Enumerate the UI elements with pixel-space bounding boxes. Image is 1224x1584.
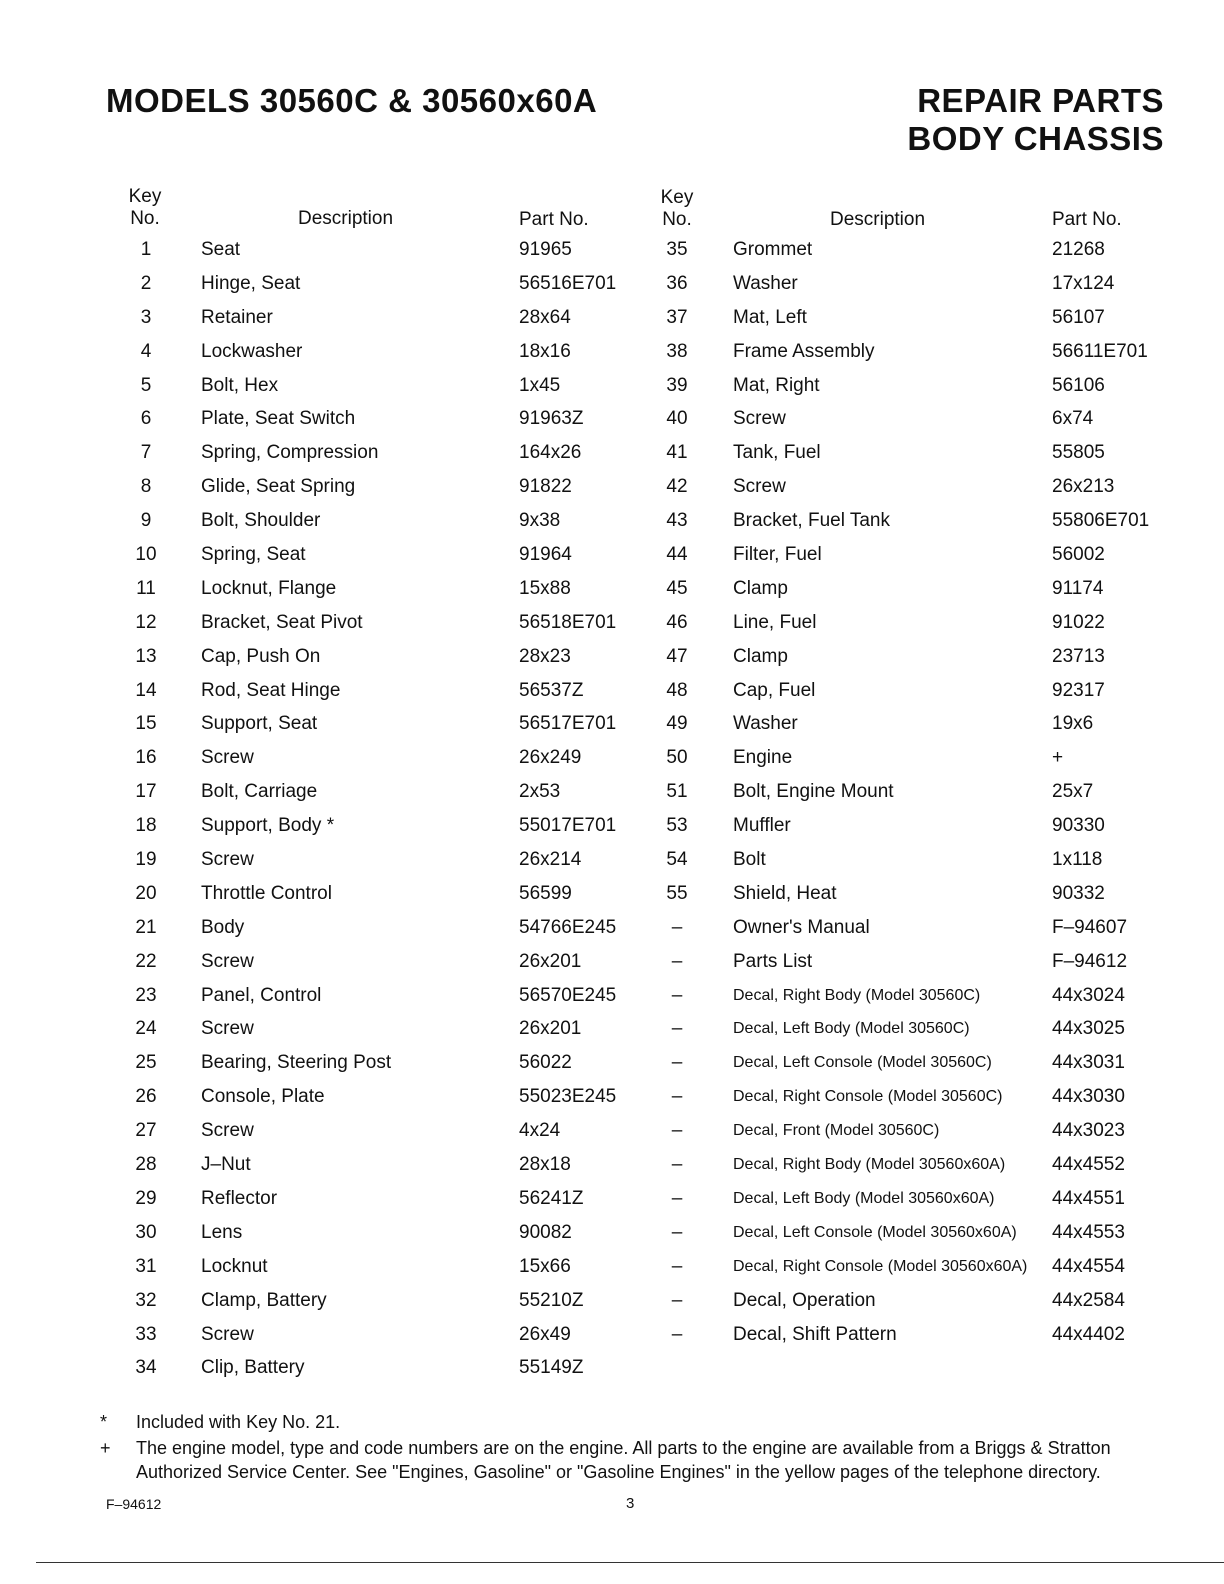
part-number: 44x3025 bbox=[1052, 1018, 1125, 1040]
key-number: 15 bbox=[135, 713, 157, 735]
part-number: 91822 bbox=[519, 476, 572, 498]
key-number: 45 bbox=[666, 577, 688, 599]
part-description: Decal, Right Console (Model 30560x60A) bbox=[733, 1257, 1028, 1275]
key-number: – bbox=[671, 1187, 683, 1209]
table-row bbox=[0, 1351, 612, 1385]
part-description: Bolt, Carriage bbox=[201, 781, 318, 803]
part-description: Mat, Left bbox=[733, 306, 807, 328]
part-number: 55806E701 bbox=[1052, 510, 1150, 532]
key-number: 41 bbox=[666, 442, 688, 464]
key-number: 4 bbox=[140, 340, 152, 362]
part-description: Support, Seat bbox=[201, 713, 318, 735]
part-description: Filter, Fuel bbox=[733, 544, 822, 566]
part-description: Bolt bbox=[733, 849, 766, 871]
part-number: 56518E701 bbox=[519, 611, 617, 633]
key-number: 30 bbox=[135, 1221, 157, 1243]
part-description: J–Nut bbox=[201, 1154, 251, 1176]
part-description: Engine bbox=[733, 747, 793, 769]
part-number: 55017E701 bbox=[519, 815, 617, 837]
part-description: Locknut bbox=[201, 1255, 268, 1277]
table-row bbox=[0, 809, 1224, 843]
part-description: Throttle Control bbox=[201, 882, 332, 904]
part-description: Bracket, Fuel Tank bbox=[733, 510, 891, 532]
part-number: 2x53 bbox=[519, 781, 561, 803]
table-row bbox=[0, 1216, 1224, 1250]
part-number: 55023E245 bbox=[519, 1086, 617, 1108]
key-number: 55 bbox=[666, 882, 688, 904]
part-description: Rod, Seat Hinge bbox=[201, 679, 341, 701]
page-number: 3 bbox=[626, 1495, 635, 1512]
part-description: Decal, Right Console (Model 30560C) bbox=[733, 1088, 1003, 1106]
key-number: 8 bbox=[140, 476, 152, 498]
part-description: Owner's Manual bbox=[733, 916, 870, 938]
key-number: 19 bbox=[135, 849, 157, 871]
part-description: Screw bbox=[201, 950, 254, 972]
key-number: 44 bbox=[666, 544, 688, 566]
section-title bbox=[907, 82, 1164, 158]
part-number: 18x16 bbox=[519, 340, 571, 362]
part-description: Decal, Left Body (Model 30560C) bbox=[733, 1020, 970, 1038]
part-number: 15x88 bbox=[519, 577, 571, 599]
left-key-header: Key No. bbox=[128, 186, 162, 229]
key-number: 9 bbox=[140, 510, 152, 532]
table-row bbox=[0, 1250, 1224, 1284]
part-number: 44x4552 bbox=[1052, 1154, 1125, 1176]
part-description: Line, Fuel bbox=[733, 611, 817, 633]
part-number: 26x213 bbox=[1052, 476, 1115, 498]
part-number: 15x66 bbox=[519, 1255, 571, 1277]
key-number: 14 bbox=[135, 679, 157, 701]
part-number: 6x74 bbox=[1052, 408, 1094, 430]
key-number: – bbox=[671, 1255, 683, 1277]
part-number: 44x2584 bbox=[1052, 1289, 1125, 1311]
part-number: 44x3024 bbox=[1052, 984, 1125, 1006]
part-description: Cap, Push On bbox=[201, 645, 321, 667]
key-number: 7 bbox=[140, 442, 152, 464]
part-description: Retainer bbox=[201, 306, 273, 328]
table-row bbox=[0, 1114, 1224, 1148]
table-row bbox=[0, 335, 1224, 369]
section-title-line2: BODY CHASSIS bbox=[907, 120, 1164, 157]
part-description: Clamp bbox=[733, 577, 788, 599]
key-number: 48 bbox=[666, 679, 688, 701]
key-number: 17 bbox=[135, 781, 157, 803]
part-description: Hinge, Seat bbox=[201, 272, 301, 294]
key-number: 16 bbox=[135, 747, 157, 769]
part-description: Cap, Fuel bbox=[733, 679, 816, 701]
key-number: 22 bbox=[135, 950, 157, 972]
part-number: 55210Z bbox=[519, 1289, 584, 1311]
bottom-rule bbox=[36, 1562, 1224, 1563]
part-description: Seat bbox=[201, 239, 241, 260]
table-row bbox=[0, 233, 1224, 267]
key-number: 42 bbox=[666, 476, 688, 498]
key-number: 3 bbox=[140, 306, 152, 328]
key-number: – bbox=[671, 1018, 683, 1040]
part-description: Parts List bbox=[733, 950, 813, 972]
part-description: Screw bbox=[201, 849, 254, 871]
part-description: Console, Plate bbox=[201, 1086, 325, 1108]
part-number: 56107 bbox=[1052, 306, 1105, 328]
part-number: 26x49 bbox=[519, 1323, 571, 1345]
part-number: 44x4402 bbox=[1052, 1323, 1125, 1345]
key-number: 18 bbox=[135, 815, 157, 837]
key-number: 27 bbox=[135, 1120, 157, 1142]
table-row bbox=[0, 979, 1224, 1013]
key-number: 36 bbox=[666, 272, 688, 294]
part-description: Support, Body * bbox=[201, 815, 335, 837]
part-number: 44x3031 bbox=[1052, 1052, 1125, 1074]
part-description: Shield, Heat bbox=[733, 882, 837, 904]
key-number: 20 bbox=[135, 882, 157, 904]
footnote-star-text: Included with Key No. 21. bbox=[136, 1412, 341, 1432]
key-number: 43 bbox=[666, 510, 688, 532]
part-number: 26x201 bbox=[519, 950, 582, 972]
table-row bbox=[0, 538, 1224, 572]
key-number: 21 bbox=[135, 916, 157, 938]
part-description: Washer bbox=[733, 272, 798, 294]
table-row bbox=[0, 1080, 1224, 1114]
part-number: 1x45 bbox=[519, 374, 561, 396]
key-number: – bbox=[671, 1086, 683, 1108]
doc-number: F–94612 bbox=[106, 1496, 162, 1512]
key-number: 24 bbox=[135, 1018, 157, 1040]
part-number: 56537Z bbox=[519, 679, 584, 701]
part-description: Clamp bbox=[733, 645, 788, 667]
part-description: Glide, Seat Spring bbox=[201, 476, 356, 498]
part-number: 25x7 bbox=[1052, 781, 1094, 803]
left-part-header: Part No. bbox=[519, 209, 589, 230]
part-number: 26x214 bbox=[519, 849, 582, 871]
part-description: Screw bbox=[201, 747, 254, 769]
table-row bbox=[0, 1012, 1224, 1046]
key-number: 50 bbox=[666, 747, 688, 769]
table-row bbox=[0, 267, 1224, 301]
key-number: 31 bbox=[135, 1255, 157, 1277]
key-number: 53 bbox=[666, 815, 688, 837]
part-description: Locknut, Flange bbox=[201, 577, 337, 599]
table-row bbox=[0, 1182, 1224, 1216]
part-number: 164x26 bbox=[519, 442, 582, 464]
part-number: F–94607 bbox=[1052, 916, 1128, 938]
part-description: Screw bbox=[201, 1120, 254, 1142]
part-description: Bearing, Steering Post bbox=[201, 1052, 392, 1074]
key-number: 5 bbox=[140, 374, 152, 396]
part-description: Decal, Right Body (Model 30560C) bbox=[733, 986, 981, 1004]
part-number: 56517E701 bbox=[519, 713, 617, 735]
key-number: 32 bbox=[135, 1289, 157, 1311]
part-description: Clamp, Battery bbox=[201, 1289, 327, 1311]
part-number: 26x201 bbox=[519, 1018, 582, 1040]
key-number: 46 bbox=[666, 611, 688, 633]
part-number: 56570E245 bbox=[519, 984, 617, 1006]
table-row bbox=[0, 945, 1224, 979]
table-row bbox=[0, 741, 1224, 775]
table-row bbox=[0, 369, 1224, 403]
table-row bbox=[0, 1284, 1224, 1318]
table-row bbox=[0, 470, 1224, 504]
part-number: 55149Z bbox=[519, 1357, 584, 1379]
part-description: Tank, Fuel bbox=[733, 442, 821, 464]
part-description: Mat, Right bbox=[733, 374, 820, 396]
key-number: 26 bbox=[135, 1086, 157, 1108]
part-description: Grommet bbox=[733, 239, 813, 260]
part-number: + bbox=[1052, 747, 1064, 769]
key-number: – bbox=[671, 1221, 683, 1243]
table-row bbox=[0, 1046, 1224, 1080]
part-number: 91022 bbox=[1052, 611, 1105, 633]
part-description: Decal, Left Console (Model 30560C) bbox=[733, 1054, 992, 1072]
table-row bbox=[0, 1318, 1224, 1352]
part-number: 56022 bbox=[519, 1052, 572, 1074]
footnote-star-symbol: * bbox=[100, 1412, 108, 1432]
part-description: Plate, Seat Switch bbox=[201, 408, 356, 430]
part-number: 28x64 bbox=[519, 306, 571, 328]
models-title: MODELS 30560C & 30560x60A bbox=[106, 82, 598, 119]
table-row bbox=[0, 843, 1224, 877]
right-description-header: Description bbox=[830, 209, 926, 230]
part-number: F–94612 bbox=[1052, 950, 1128, 972]
part-number: 26x249 bbox=[519, 747, 582, 769]
key-number: – bbox=[671, 1052, 683, 1074]
part-description: Screw bbox=[733, 476, 786, 498]
part-number: 91963Z bbox=[519, 408, 584, 430]
key-number: – bbox=[671, 950, 683, 972]
footnote-plus-text: The engine model, type and code numbers are on the engine. All parts to the engine are available from a Briggs & Stratton Authorized Service Center. See "Engines, Gasoline" or "Gasoline Engines" in the yellow pages of the telephone directory. bbox=[136, 1438, 1111, 1482]
key-number: – bbox=[671, 1154, 683, 1176]
table-row bbox=[0, 877, 1224, 911]
part-description: Spring, Compression bbox=[201, 442, 379, 464]
key-number: 37 bbox=[666, 306, 688, 328]
part-number: 56599 bbox=[519, 882, 572, 904]
part-number: 56002 bbox=[1052, 544, 1105, 566]
part-description: Lens bbox=[201, 1221, 243, 1243]
table-row bbox=[0, 1148, 1224, 1182]
part-number: 90330 bbox=[1052, 815, 1105, 837]
table-row bbox=[0, 707, 1224, 741]
part-number: 4x24 bbox=[519, 1120, 561, 1142]
key-number: – bbox=[671, 916, 683, 938]
part-description: Reflector bbox=[201, 1187, 278, 1209]
key-number: 49 bbox=[666, 713, 688, 735]
part-number: 91174 bbox=[1052, 577, 1104, 599]
part-description: Decal, Left Console (Model 30560x60A) bbox=[733, 1223, 1017, 1241]
table-row bbox=[0, 674, 1224, 708]
part-description: Clip, Battery bbox=[201, 1357, 305, 1379]
part-number: 28x18 bbox=[519, 1154, 571, 1176]
key-number: 2 bbox=[140, 272, 152, 294]
part-description: Frame Assembly bbox=[733, 340, 875, 362]
section-title-line1: REPAIR PARTS bbox=[917, 82, 1164, 119]
part-number: 91965 bbox=[519, 239, 572, 260]
table-row bbox=[0, 572, 1224, 606]
part-description: Spring, Seat bbox=[201, 544, 306, 566]
key-number: 1 bbox=[140, 239, 152, 260]
part-number: 44x3023 bbox=[1052, 1120, 1125, 1142]
table-row bbox=[0, 504, 1224, 538]
left-description-header: Description bbox=[298, 208, 394, 229]
key-number: 38 bbox=[666, 340, 688, 362]
part-description: Decal, Right Body (Model 30560x60A) bbox=[733, 1156, 1006, 1174]
key-number: 6 bbox=[140, 408, 152, 430]
part-description: Bolt, Engine Mount bbox=[733, 781, 894, 803]
part-number: 44x4554 bbox=[1052, 1255, 1125, 1277]
key-number: 54 bbox=[666, 849, 688, 871]
part-number: 56241Z bbox=[519, 1187, 584, 1209]
key-number: 12 bbox=[135, 611, 157, 633]
key-number: 47 bbox=[666, 645, 688, 667]
part-description: Decal, Left Body (Model 30560x60A) bbox=[733, 1189, 995, 1207]
key-number: 29 bbox=[135, 1187, 157, 1209]
part-description: Body bbox=[201, 916, 245, 938]
right-key-header: Key No. bbox=[660, 187, 694, 230]
table-row bbox=[0, 775, 1224, 809]
key-number: 11 bbox=[136, 577, 156, 599]
table-row bbox=[0, 640, 1224, 674]
part-description: Bracket, Seat Pivot bbox=[201, 611, 363, 633]
key-number: 51 bbox=[666, 781, 688, 803]
part-number: 91964 bbox=[519, 544, 572, 566]
part-number: 17x124 bbox=[1052, 272, 1115, 294]
part-number: 92317 bbox=[1052, 679, 1105, 701]
part-number: 56106 bbox=[1052, 374, 1105, 396]
key-number: 40 bbox=[666, 408, 688, 430]
part-number: 44x3030 bbox=[1052, 1086, 1125, 1108]
part-number: 23713 bbox=[1052, 645, 1105, 667]
part-description: Bolt, Hex bbox=[201, 374, 279, 396]
key-number: – bbox=[671, 1120, 683, 1142]
part-number: 90332 bbox=[1052, 882, 1105, 904]
key-number: – bbox=[671, 984, 683, 1006]
table-row bbox=[0, 402, 1224, 436]
part-description: Decal, Operation bbox=[733, 1289, 876, 1311]
right-part-header: Part No. bbox=[1052, 209, 1122, 230]
part-number: 56516E701 bbox=[519, 272, 617, 294]
right-parts-table bbox=[0, 233, 1224, 1351]
part-number: 90082 bbox=[519, 1221, 572, 1243]
key-number: 13 bbox=[135, 645, 157, 667]
key-number: 39 bbox=[666, 374, 688, 396]
part-number: 56611E701 bbox=[1052, 340, 1148, 362]
part-description: Screw bbox=[733, 408, 786, 430]
key-number: – bbox=[671, 1323, 683, 1345]
part-description: Screw bbox=[201, 1323, 254, 1345]
key-number: 28 bbox=[135, 1154, 157, 1176]
key-number: – bbox=[671, 1289, 683, 1311]
part-number: 54766E245 bbox=[519, 916, 617, 938]
key-number: 34 bbox=[135, 1357, 157, 1379]
footnote-plus-symbol: + bbox=[100, 1438, 111, 1458]
key-number: 25 bbox=[135, 1052, 157, 1074]
key-number: 10 bbox=[135, 544, 157, 566]
part-number: 55805 bbox=[1052, 442, 1105, 464]
part-number: 44x4553 bbox=[1052, 1221, 1125, 1243]
key-number: 23 bbox=[135, 984, 157, 1006]
part-description: Bolt, Shoulder bbox=[201, 510, 321, 532]
part-description: Decal, Front (Model 30560C) bbox=[733, 1122, 940, 1140]
key-number: 33 bbox=[135, 1323, 157, 1345]
part-number: 1x118 bbox=[1052, 849, 1103, 871]
key-number: 35 bbox=[666, 239, 688, 260]
part-description: Muffler bbox=[733, 815, 791, 837]
part-number: 9x38 bbox=[519, 510, 561, 532]
table-row bbox=[0, 911, 1224, 945]
part-number: 21268 bbox=[1052, 239, 1105, 260]
part-description: Panel, Control bbox=[201, 984, 322, 1006]
table-row bbox=[0, 436, 1224, 470]
part-number: 44x4551 bbox=[1052, 1187, 1125, 1209]
table-row bbox=[0, 301, 1224, 335]
table-row bbox=[0, 606, 1224, 640]
part-description: Washer bbox=[733, 713, 798, 735]
part-number: 19x6 bbox=[1052, 713, 1094, 735]
part-description: Lockwasher bbox=[201, 340, 303, 362]
part-description: Screw bbox=[201, 1018, 254, 1040]
part-number: 28x23 bbox=[519, 645, 571, 667]
part-description: Decal, Shift Pattern bbox=[733, 1323, 897, 1345]
